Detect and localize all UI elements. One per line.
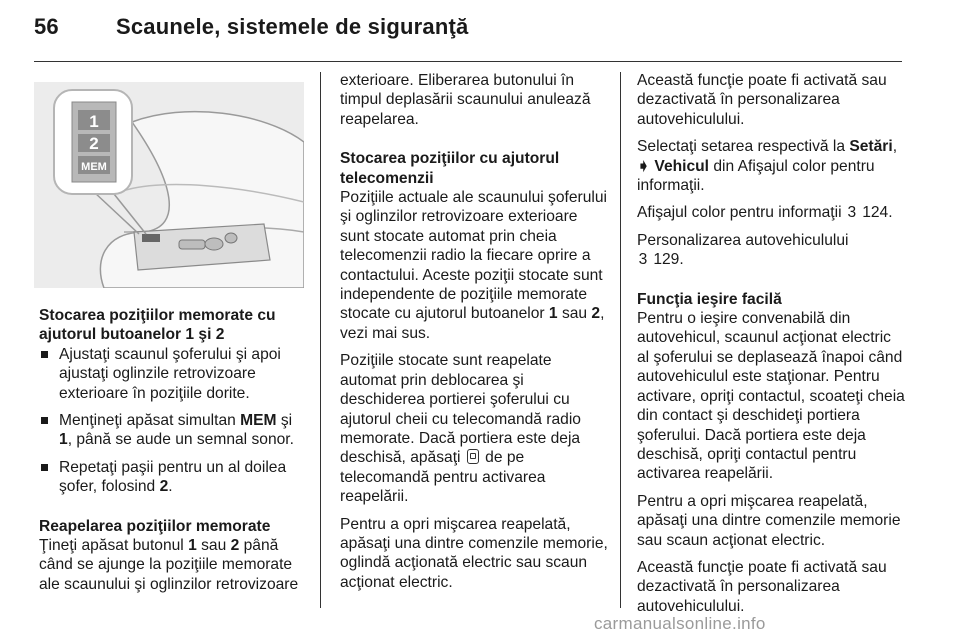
paragraph-customization-ref: Personalizarea autovehiculului 3 129. (637, 231, 849, 269)
paragraph-select: Selectaţi setarea respectivă la Setări, ➧ Vehicul din Afişajul color pentru informaţii. (637, 138, 898, 195)
page-ref-icon: 3 (847, 204, 857, 222)
column-3 (637, 71, 905, 624)
bullet-icon (41, 464, 48, 471)
bullet-text: Repetaţi paşii pentru un al doilea şofer, folosind (59, 458, 287, 496)
column-divider-2 (620, 72, 621, 608)
paragraph-function: Această funcţie poate fi activată sau dezactivată în personalizarea autovehiculului. (637, 72, 887, 128)
paragraph-stop-2: Pentru a opri mişcarea reapelată, apăsaţi una dintre comenzile memorie sau scaun acţionat electric. (637, 492, 901, 549)
bullet-icon (41, 417, 48, 424)
bullet-icon (41, 351, 48, 358)
seat-memory-svg (34, 82, 304, 288)
button-2-label: 2 (89, 134, 99, 153)
page-ref-icon: 3 (638, 251, 648, 269)
button-ref: 2 (159, 478, 169, 496)
column-divider-1 (320, 72, 321, 608)
button-1-label: 1 (89, 112, 99, 131)
button-mem-label: MEM (81, 161, 107, 173)
unlock-icon (467, 449, 479, 464)
bullet-text: Ajustaţi scaunul şoferului şi apoi ajustaţi oglinzile retrovizoare exterioare în poziţiile dorite. (59, 345, 281, 402)
paragraph-remote: Poziţiile actuale ale scaunului şoferului şi oglinzilor retrovizoare exterioare sunt stocate automat prin cheia telecomenzii radio la fiecare oprire a contactului. Aceste poziţii stocate sunt independente de poziţiile memorate stocate cu ajutorul butoanelor 1 sau 2, vezi mai sus. (340, 189, 607, 342)
paragraph-function-2: Această funcţie poate fi activată sau dezactivată în personalizarea autovehiculului. (637, 558, 887, 615)
header-rule (34, 61, 902, 62)
bullet-text: . (168, 478, 173, 496)
heading-store-memory: Stocarea poziţiilor memorate cu ajutorul butoanelor 1 şi 2 (39, 307, 276, 344)
list-item (39, 345, 309, 403)
column-2 (340, 71, 608, 600)
column-1 (39, 306, 309, 602)
page-title: Scaunele, sistemele de siguranţă (116, 14, 469, 39)
heading-remote-store: Stocarea poziţiilor cu ajutorul telecomenzii (340, 150, 560, 187)
paragraph-unlock: Poziţiile stocate sunt reapelate automat prin deblocarea şi deschiderea portierei şoferului cu ajutorul cheii cu telecomandă radio memorate. Dacă portiera este deja deschisă, apăsaţi de pe telecomandă pentru activarea reapelării. (340, 352, 581, 506)
heading-easy-exit: Funcţia ieşire facilă (637, 290, 782, 308)
arrow-icon: ➧ (637, 157, 651, 175)
paragraph-easy-exit: Pentru o ieşire convenabilă din autovehicul, scaunul acţionat electric al şoferului se deplasează înapoi când autovehiculul este staţionar. Pentru activare, opriţi contactul, scoateţi cheia din contact şi deschideţi portiera şoferului. Dacă portiera este deja deschisă, opriţi contactul pentru activarea reapelării. (637, 310, 905, 483)
watermark-text: carmanualsonline.info (594, 614, 766, 633)
bullet-text: şi (276, 412, 293, 430)
bullet-text: Menţineţi apăsat simultan (59, 412, 241, 430)
bullet-text: , până se aude un semnal sonor. (67, 431, 294, 449)
paragraph-stop: Pentru a opri mişcarea reapelată, apăsaţi una dintre comenzile memorie, oglindă acţionată electric sau scaun acţionat electric. (340, 515, 608, 591)
page-number: 56 (34, 14, 59, 39)
heading-recall-memory: Reapelarea poziţiilor memorate (39, 517, 271, 535)
paragraph-recall: Ţineţi apăsat butonul 1 sau 2 până când se ajunge la poziţiile memorate ale scaunului şi oglinzilor retrovizoare (39, 537, 299, 593)
mem-label: MEM (240, 412, 277, 430)
memory-buttons-illustration (34, 82, 304, 288)
list-item (39, 458, 309, 497)
paragraph-continued: exterioare. Eliberarea butonului în timpul deplasării scaunului anulează reapelarea. (340, 72, 591, 128)
button-ref: 1 (59, 431, 68, 449)
paragraph-display-ref: Afişajul color pentru informaţii 3 124. (637, 204, 893, 222)
list-item (39, 411, 309, 450)
page-header (34, 14, 468, 40)
